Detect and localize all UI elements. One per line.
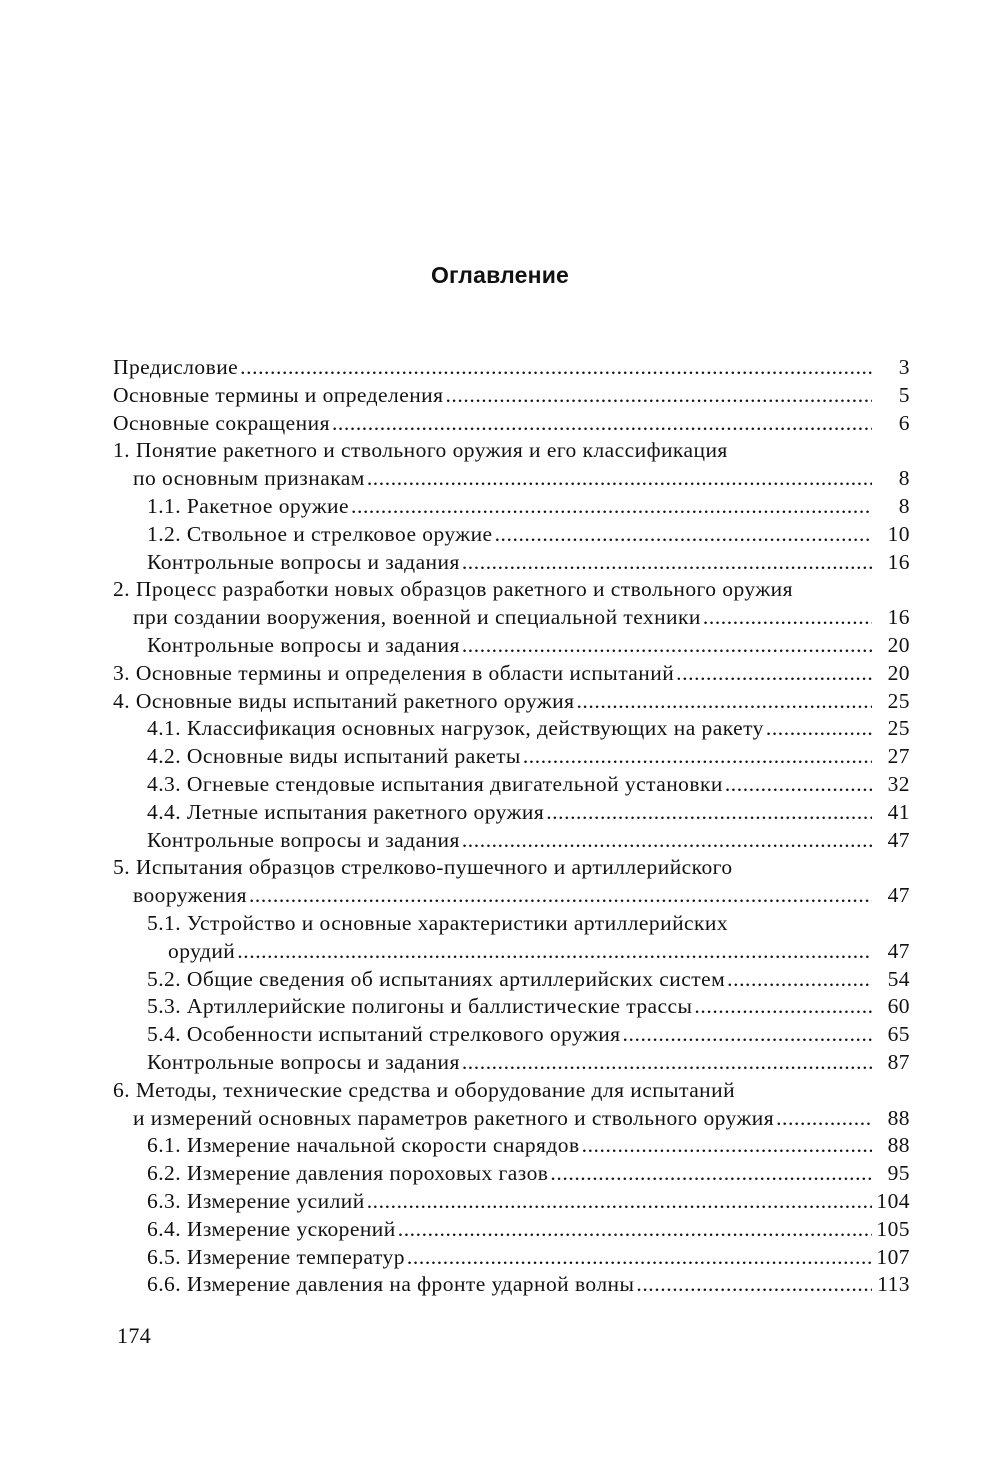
toc-entry-page: 20 <box>887 660 910 685</box>
toc-entry-page: 3 <box>898 355 910 379</box>
dot-leader <box>582 1132 872 1160</box>
toc-entry-title: вооружения <box>133 883 247 908</box>
toc-entry-title: 4.2. Основные виды испытаний ракеты <box>147 744 521 769</box>
dot-leader <box>462 632 872 660</box>
toc-entry-page: 27 <box>887 744 910 769</box>
toc-entry-title: 4. Основные виды испытаний ракетного оружия <box>113 688 575 713</box>
toc-entry-title: 4.3. Огневые стендовые испытания двигательной установки <box>147 771 723 796</box>
toc-entry-title: 4.4. Летные испытания ракетного оружия <box>147 799 545 824</box>
toc-entry-title: Контрольные вопросы и задания <box>147 549 460 574</box>
toc-entry-title: 6.5. Измерение температур <box>147 1244 405 1269</box>
toc-entry-page: 104 <box>876 1188 910 1213</box>
toc-entry-title: 3. Основные термины и определения в области испытаний <box>113 660 675 685</box>
toc-entry-page: 88 <box>887 1133 910 1158</box>
dot-leader <box>367 465 872 493</box>
toc-entry[interactable] <box>113 549 910 577</box>
toc-entry-page: 113 <box>877 1272 910 1297</box>
dot-leader <box>636 1271 872 1299</box>
dot-leader <box>367 1188 872 1216</box>
dot-leader <box>676 660 872 688</box>
toc-entry-title: 5. Испытания образцов стрелково-пушечного и артиллерийского <box>113 855 733 880</box>
toc-entry-page: 60 <box>887 994 910 1019</box>
toc-entry[interactable] <box>113 437 910 465</box>
toc-entry[interactable] <box>113 604 910 632</box>
toc-entry-page: 95 <box>887 1161 910 1186</box>
dot-leader <box>407 1244 872 1272</box>
dot-leader <box>766 715 872 743</box>
toc-entry[interactable] <box>113 854 910 882</box>
dot-leader <box>445 382 872 410</box>
page-title: Оглавление <box>430 262 570 288</box>
toc-entry-title: 2. Процесс разработки новых образцов ракетного и ствольного оружия <box>113 577 793 602</box>
toc-entry-page: 65 <box>887 1022 910 1047</box>
dot-leader <box>546 799 872 827</box>
toc-entry-title: при создании вооружения, военной и специальной техники <box>133 605 701 630</box>
toc-entry[interactable] <box>113 1021 910 1049</box>
toc-entry-title: 1.2. Ствольное и стрелковое оружие <box>147 521 493 546</box>
toc-entry-title: 5.4. Особенности испытаний стрелкового оружия <box>147 1022 621 1047</box>
dot-leader <box>332 410 872 438</box>
toc-entry-title: 5.3. Артиллерийские полигоны и баллистические трассы <box>147 994 693 1019</box>
toc-entry-page: 8 <box>898 493 910 518</box>
toc-entry-page: 6 <box>898 410 910 435</box>
toc-entry[interactable] <box>113 1216 910 1244</box>
toc-entry[interactable] <box>113 465 910 493</box>
page-number: 174 <box>117 1323 152 1348</box>
toc-entry-title: 1. Понятие ракетного и ствольного оружия и его классификация <box>113 438 728 463</box>
toc-entry[interactable] <box>113 1271 910 1299</box>
toc-entry-title: 6.3. Измерение усилий <box>147 1188 365 1213</box>
toc-entry-page: 25 <box>887 716 910 741</box>
toc-entry-title: Основные термины и определения <box>113 382 444 407</box>
toc-entry-title: Контрольные вопросы и задания <box>147 827 460 852</box>
toc-entry-page: 47 <box>887 938 910 963</box>
toc-entry[interactable] <box>113 771 910 799</box>
toc-entry-page: 107 <box>876 1244 910 1269</box>
dot-leader <box>725 771 872 799</box>
toc-entry-page: 105 <box>876 1216 910 1241</box>
toc-entry[interactable] <box>113 632 910 660</box>
toc-entry[interactable] <box>113 743 910 771</box>
toc-entry[interactable] <box>113 882 910 910</box>
toc-entry[interactable] <box>113 382 910 410</box>
toc-entry-title: 6.4. Измерение ускорений <box>147 1216 396 1241</box>
toc-entry-title: Основные сокращения <box>113 410 330 435</box>
toc-entry[interactable] <box>113 576 910 604</box>
dot-leader <box>351 493 872 521</box>
toc-entry-page: 10 <box>887 521 910 546</box>
dot-leader <box>727 966 872 994</box>
toc-entry[interactable] <box>113 910 910 938</box>
toc-entry[interactable] <box>113 521 910 549</box>
toc-entry-title: 1.1. Ракетное оружие <box>147 493 349 518</box>
toc-entry-page: 32 <box>887 771 910 796</box>
toc-entry-title: 5.1. Устройство и основные характеристики артиллерийских <box>147 910 729 935</box>
toc-entry-title: 4.1. Классификация основных нагрузок, действующих на ракету <box>147 716 764 741</box>
toc-entry[interactable] <box>113 799 910 827</box>
toc-entry-title: 6.6. Измерение давления на фронте ударной волны <box>147 1272 635 1297</box>
toc-entry[interactable] <box>113 410 910 438</box>
dot-leader <box>398 1216 872 1244</box>
toc-entry[interactable] <box>113 1132 910 1160</box>
table-of-contents <box>113 354 910 1299</box>
toc-entry-page: 54 <box>887 966 910 991</box>
toc-entry-page: 88 <box>887 1105 910 1130</box>
toc-entry-page: 47 <box>887 883 910 908</box>
toc-entry[interactable] <box>113 993 910 1021</box>
toc-entry[interactable] <box>113 1049 910 1077</box>
dot-leader <box>495 521 872 549</box>
toc-entry-title: 5.2. Общие сведения об испытаниях артиллерийских систем <box>147 966 726 991</box>
toc-entry-page: 8 <box>898 466 910 491</box>
toc-entry[interactable] <box>113 1105 910 1133</box>
toc-entry-title: Контрольные вопросы и задания <box>147 1049 460 1074</box>
dot-leader <box>550 1160 872 1188</box>
toc-entry-page: 20 <box>887 632 910 657</box>
toc-entry[interactable] <box>113 966 910 994</box>
toc-entry-page: 16 <box>887 549 910 574</box>
toc-entry[interactable] <box>113 688 910 716</box>
toc-entry-page: 5 <box>898 382 910 407</box>
dot-leader <box>776 1105 872 1133</box>
toc-entry-page: 87 <box>887 1049 910 1074</box>
toc-entry[interactable] <box>113 493 910 521</box>
toc-entry-title: 6. Методы, технические средства и оборудование для испытаний <box>113 1077 736 1102</box>
toc-entry[interactable] <box>113 354 910 382</box>
toc-entry-title: 6.1. Измерение начальной скорости снарядов <box>147 1133 580 1158</box>
toc-entry-page: 41 <box>887 799 910 824</box>
toc-entry-title: орудий <box>168 938 236 963</box>
toc-entry[interactable] <box>113 1160 910 1188</box>
toc-entry[interactable] <box>113 827 910 855</box>
toc-entry[interactable] <box>113 1188 910 1216</box>
dot-leader <box>623 1021 872 1049</box>
toc-entry[interactable] <box>113 938 910 966</box>
dot-leader <box>462 1049 872 1077</box>
toc-entry-title: Предисловие <box>113 355 239 379</box>
dot-leader <box>694 993 872 1021</box>
dot-leader <box>462 827 872 855</box>
toc-entry-title: 6.2. Измерение давления пороховых газов <box>147 1161 549 1186</box>
toc-entry-title: по основным признакам <box>133 466 365 491</box>
toc-entry-page: 25 <box>887 688 910 713</box>
dot-leader <box>249 882 872 910</box>
toc-entry-page: 16 <box>887 605 910 630</box>
toc-entry[interactable] <box>113 1244 910 1272</box>
toc-entry[interactable] <box>113 660 910 688</box>
dot-leader <box>237 938 872 966</box>
toc-entry-page: 47 <box>887 827 910 852</box>
toc-entry[interactable] <box>113 715 910 743</box>
dot-leader <box>576 688 872 716</box>
dot-leader <box>523 743 872 771</box>
dot-leader <box>703 604 872 632</box>
toc-entry-title: Контрольные вопросы и задания <box>147 632 460 657</box>
toc-entry-title: и измерений основных параметров ракетного и ствольного оружия <box>133 1105 775 1130</box>
dot-leader <box>240 354 872 382</box>
dot-leader <box>462 549 872 577</box>
toc-entry[interactable] <box>113 1077 910 1105</box>
